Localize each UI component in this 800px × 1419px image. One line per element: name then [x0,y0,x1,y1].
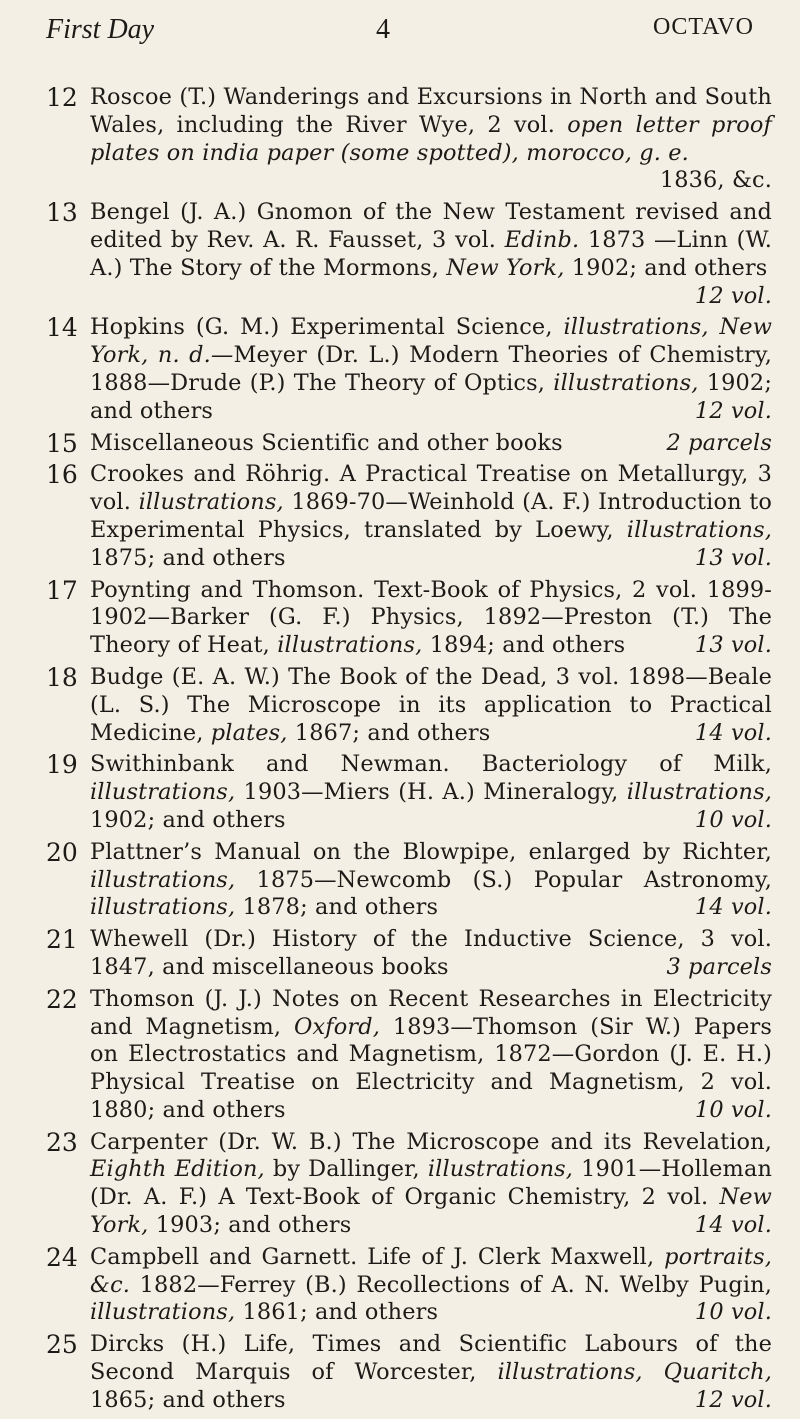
lot-text-italic: open letter proof plates on india paper (some spotted), morocco, g. e. [90,111,772,166]
lot-text: 1893—Thomson (Sir W.) Papers on Electrostatics and Magnetism, 1872—Gordon (J. E. H.) Physical Treatise on Electricity and Magnetism, 2 vol. 1880; and others [90,1013,772,1123]
lot-text-italic: illustrations, New York, n. d. [90,314,773,369]
lot-entry [46,1331,772,1414]
lot-number: 21 [46,925,78,955]
lot-number: 20 [46,837,78,867]
lot-entry [46,664,772,747]
lot-quantity: 14 vol. [694,894,772,921]
lot-description [90,577,772,660]
lot-entry [46,577,772,660]
lot-quantity: 10 vol. [694,1096,772,1123]
lot-text-italic: illustrations, [138,489,284,516]
header-format: OCTAVO [653,14,754,40]
lot-number: 22 [46,984,78,1014]
lot-text-italic: illustrations, [90,894,236,921]
lot-entry [46,1129,772,1240]
lot-text: Poynting and Thomson. Text-Book of Physics, 2 vol. 1899-1902—Barker (G. F.) Physics, 1892—Preston (T.) The Theory of Heat, [90,576,772,659]
lot-text: Roscoe (T.) Wanderings and Excursions in North and South Wales, including the River Wye, 2 vol. [90,84,772,138]
lot-quantity: 10 vol. [694,806,772,833]
lot-quantity: 1836, &c. [659,167,772,194]
lot-text: Thomson (J. J.) Notes on Recent Researches in Electricity and Magnetism, [90,985,772,1040]
lot-quantity: 2 parcels [666,429,772,456]
lot-text: 1903; and others [148,1212,352,1239]
lot-text-italic: plates, [210,719,288,746]
lot-entry [46,461,772,572]
lot-text-italic: Eighth Edition, [90,1156,265,1183]
lot-entry [46,986,772,1125]
lot-number: 15 [46,428,78,458]
lot-text: Bengel (J. A.) Gnomon of the New Testament revised and edited by Rev. A. R. Fausset, 3 vol. [90,199,772,253]
lot-text-italic: New York, [446,254,565,281]
lot-entry [46,314,772,425]
lot-description [90,986,772,1125]
lot-quantity: 12 vol. [694,1386,772,1413]
lot-number: 13 [46,198,78,228]
lot-text: 1902; and others [564,254,768,281]
lot-entry [46,199,772,310]
page-header [46,14,754,54]
lot-quantity: 3 parcels [666,953,772,980]
lot-description [90,461,772,572]
lot-number: 18 [46,662,78,692]
lot-description [90,926,772,982]
lot-text-italic: Oxford, [294,1013,380,1040]
lot-number: 24 [46,1242,78,1272]
lot-entry [46,839,772,922]
lot-text: Plattner’s Manual on the Blowpipe, enlarged by Richter, [90,838,772,865]
lot-text: Budge (E. A. W.) The Book of the Dead, 3 vol. 1898—Beale (L. S.) The Microscope in its application to Practical Medicine, [90,663,772,746]
header-day: First Day [46,14,155,45]
lot-text: 1873 —Linn (W. A.) The Story of the Mormons, [90,226,773,281]
lot-text: Hopkins (G. M.) Experimental Science, [90,314,564,341]
lot-text: Swithinbank and Newman. Bacteriology of Milk, [90,751,772,778]
lot-text: Carpenter (Dr. W. B.) The Microscope and its Revelation, [90,1128,772,1155]
lot-quantity: 14 vol. [694,1212,772,1239]
lot-text-italic: portraits, &c. [90,1243,772,1298]
lot-text-italic: illustrations, [427,1156,574,1183]
lot-text: Miscellaneous Scientific and other books [90,429,563,456]
lot-text: 1869-70—Weinhold (A. F.) Introduction to Experimental Physics, translated by Loewy, [90,489,772,543]
lot-text: 1878; and others [235,894,439,921]
lot-text: 1882—Ferrey (B.) Recollections of A. N. Welby Pugin, [130,1271,772,1298]
lot-text-italic: illustrations, [626,779,772,806]
lot-text-italic: Edinb. [504,226,580,253]
lot-text-italic: illustrations, [90,779,236,806]
lot-text: —Meyer (Dr. L.) Modern Theories of Chemistry, 1888—Drude (P.) The Theory of Optics, [90,342,773,396]
lot-list [46,84,772,1419]
lot-quantity: 13 vol. [694,632,772,659]
lot-description [90,314,772,425]
lot-number: 23 [46,1127,78,1157]
lot-text: 1867; and others [287,719,491,746]
lot-text: Campbell and Garnett. Life of J. Clerk Maxwell, [90,1243,665,1270]
lot-number: 16 [46,460,78,490]
lot-entry [46,84,772,195]
lot-text: 1875; and others [90,544,286,571]
lot-description [90,430,772,458]
lot-quantity: 14 vol. [694,719,772,746]
lot-text: 1865; and others [90,1386,286,1413]
lot-text-italic: illustrations, [553,369,699,396]
lot-entry [46,751,772,834]
lot-description [90,839,772,922]
lot-number: 25 [46,1330,78,1360]
lot-quantity: 13 vol. [694,544,772,571]
lot-number: 19 [46,750,78,780]
lot-description [90,84,772,195]
lot-quantity: 10 vol. [694,1299,772,1326]
lot-text-italic: illustrations, [277,632,423,659]
lot-text: 1861; and others [235,1299,439,1326]
lot-text: 1875—Newcomb (S.) Popular Astronomy, [235,866,772,893]
lot-description [90,1331,772,1414]
lot-entry [46,1244,772,1327]
lot-text-italic: New York, [90,1184,772,1239]
lot-entry [46,430,772,458]
lot-text: 1902; and others [90,806,286,833]
lot-text-italic: illustrations, Quaritch, [497,1359,772,1386]
lot-description [90,1244,772,1327]
lot-description [90,1129,772,1240]
lot-description [90,664,772,747]
page-number: 4 [376,14,390,45]
lot-quantity: 12 vol. [694,397,772,424]
lot-text-italic: illustrations, [90,866,236,893]
lot-number: 14 [46,313,78,343]
lot-text: 1901—Holleman (Dr. A. F.) A Text-Book of Organic Chemistry, 2 vol. [90,1156,773,1211]
lot-text: 1903—Miers (H. A.) Mineralogy, [235,779,627,806]
lot-number: 12 [46,83,78,112]
lot-entry [46,926,772,982]
lot-text: 1902; and others [90,369,773,424]
lot-number: 17 [46,575,78,605]
lot-text: Whewell (Dr.) History of the Inductive Science, 3 vol. 1847, and miscellaneous books [90,926,772,980]
lot-description [90,199,772,310]
lot-text: by Dallinger, [264,1156,428,1183]
lot-quantity: 12 vol. [694,282,772,309]
lot-text: Crookes and Röhrig. A Practical Treatise on Metallurgy, 3 vol. [90,461,772,516]
lot-text: 1894; and others [422,632,626,659]
lot-text-italic: illustrations, [626,516,772,543]
lot-description [90,751,772,834]
lot-text-italic: illustrations, [90,1299,236,1326]
lot-text: Dircks (H.) Life, Times and Scientific Labours of the Second Marquis of Worcester, [90,1331,772,1386]
